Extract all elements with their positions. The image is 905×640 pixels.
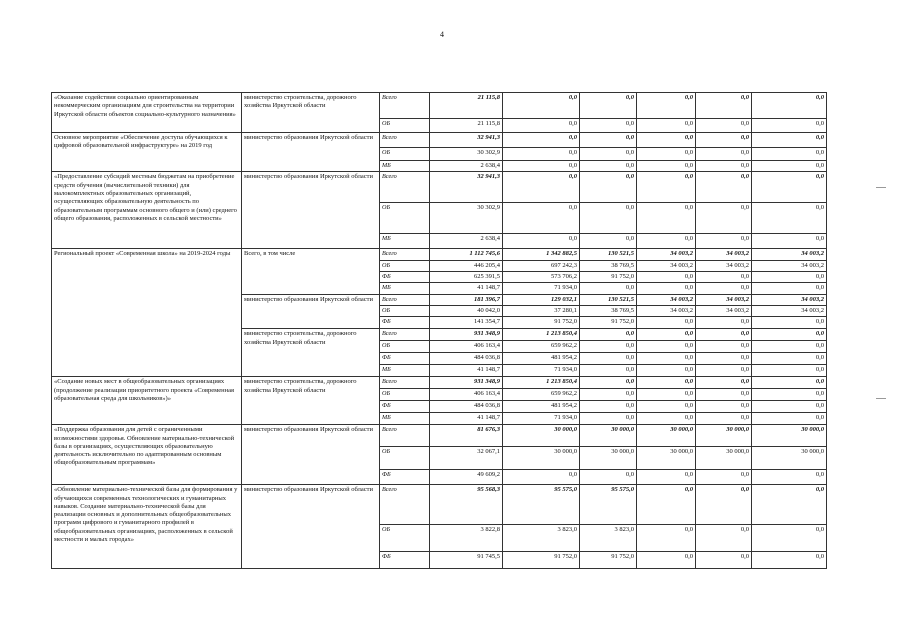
executor-name: министерство строительства, дорожного хозяйства Иркутской области: [242, 377, 380, 425]
funding-source: Всего: [380, 93, 430, 119]
amount-cell: 1 112 745,6: [430, 249, 503, 260]
amount-cell: 41 148,7: [430, 283, 503, 294]
margin-mark: [876, 187, 886, 188]
amount-cell: 40 042,0: [430, 305, 503, 316]
amount-cell: 0,0: [637, 485, 696, 525]
funding-source: ФБ: [380, 401, 430, 413]
amount-cell: 0,0: [580, 133, 637, 148]
page-number: 4: [440, 30, 444, 39]
amount-cell: 30 000,0: [752, 447, 827, 470]
amount-cell: 0,0: [752, 148, 827, 161]
amount-cell: 481 954,2: [503, 353, 580, 365]
funding-source: ОБ: [380, 447, 430, 470]
amount-cell: 34 003,2: [696, 305, 752, 316]
amount-cell: 181 396,7: [430, 294, 503, 305]
table-row: [52, 133, 827, 148]
amount-cell: 91 752,0: [580, 271, 637, 282]
amount-cell: 0,0: [696, 93, 752, 119]
executor-name: министерство образования Иркутской области: [242, 425, 380, 485]
amount-cell: 0,0: [637, 470, 696, 485]
amount-cell: 0,0: [696, 271, 752, 282]
amount-cell: 0,0: [580, 377, 637, 389]
amount-cell: 91 752,0: [503, 317, 580, 329]
amount-cell: 0,0: [580, 172, 637, 203]
amount-cell: 0,0: [752, 161, 827, 172]
funding-source: ОБ: [380, 119, 430, 133]
amount-cell: 49 609,2: [430, 470, 503, 485]
amount-cell: 0,0: [637, 401, 696, 413]
amount-cell: 573 706,2: [503, 271, 580, 282]
amount-cell: 0,0: [503, 93, 580, 119]
funding-source: ФБ: [380, 470, 430, 485]
amount-cell: 91 752,0: [503, 552, 580, 569]
funding-source: ФБ: [380, 353, 430, 365]
amount-cell: 0,0: [637, 172, 696, 203]
activity-description: «Обновление материально-технической базы для формирования у обучающихся современных технологических и гуманитарных навыков. Создание материально-технической базы для реализации основных и дополнительных общеобразовательных программ цифрового и гуманитарного профилей в общеобразовательных организациях, расположенных в сельской местности и малых городах»: [52, 485, 242, 569]
amount-cell: 0,0: [752, 271, 827, 282]
amount-cell: 91 752,0: [580, 552, 637, 569]
amount-cell: 37 280,1: [503, 305, 580, 316]
amount-cell: 95 575,0: [580, 485, 637, 525]
amount-cell: 0,0: [752, 470, 827, 485]
amount-cell: 406 163,4: [430, 389, 503, 401]
amount-cell: 0,0: [580, 148, 637, 161]
amount-cell: 34 003,2: [637, 249, 696, 260]
funding-source: ОБ: [380, 148, 430, 161]
activity-description: Основное мероприятие «Обеспечение доступа обучающихся к цифровой образовательной инфраструктуре» на 2019 год: [52, 133, 242, 172]
amount-cell: 481 954,2: [503, 401, 580, 413]
amount-cell: 0,0: [580, 353, 637, 365]
amount-cell: 659 962,2: [503, 389, 580, 401]
amount-cell: 0,0: [580, 283, 637, 294]
amount-cell: 0,0: [637, 353, 696, 365]
table-row: [52, 377, 827, 389]
funding-source: ФБ: [380, 271, 430, 282]
amount-cell: 21 115,8: [430, 119, 503, 133]
amount-cell: 95 568,3: [430, 485, 503, 525]
amount-cell: 0,0: [752, 93, 827, 119]
funding-source: МБ: [380, 234, 430, 249]
amount-cell: 81 676,3: [430, 425, 503, 447]
amount-cell: 0,0: [696, 317, 752, 329]
amount-cell: 0,0: [580, 341, 637, 353]
amount-cell: 34 003,2: [696, 249, 752, 260]
amount-cell: 0,0: [637, 365, 696, 377]
amount-cell: 931 348,9: [430, 329, 503, 341]
executor-name: министерство образования Иркутской области: [242, 172, 380, 249]
amount-cell: 71 934,0: [503, 365, 580, 377]
amount-cell: 0,0: [503, 119, 580, 133]
amount-cell: 0,0: [752, 341, 827, 353]
funding-source: Всего: [380, 425, 430, 447]
amount-cell: 625 391,5: [430, 271, 503, 282]
funding-source: МБ: [380, 365, 430, 377]
funding-source: МБ: [380, 161, 430, 172]
amount-cell: 0,0: [580, 401, 637, 413]
amount-cell: 0,0: [696, 203, 752, 234]
amount-cell: 0,0: [752, 485, 827, 525]
amount-cell: 3 823,0: [503, 525, 580, 552]
amount-cell: 0,0: [696, 413, 752, 425]
amount-cell: 0,0: [752, 353, 827, 365]
amount-cell: 0,0: [696, 329, 752, 341]
amount-cell: 0,0: [752, 203, 827, 234]
amount-cell: 34 003,2: [752, 305, 827, 316]
amount-cell: 0,0: [752, 172, 827, 203]
amount-cell: 34 003,2: [637, 305, 696, 316]
amount-cell: 129 032,1: [503, 294, 580, 305]
funding-source: ОБ: [380, 389, 430, 401]
amount-cell: 21 115,8: [430, 93, 503, 119]
amount-cell: 0,0: [752, 119, 827, 133]
amount-cell: 446 205,4: [430, 260, 503, 271]
funding-source: ОБ: [380, 203, 430, 234]
funding-source: Всего: [380, 133, 430, 148]
amount-cell: 0,0: [580, 470, 637, 485]
funding-source: ОБ: [380, 260, 430, 271]
amount-cell: 30 000,0: [752, 425, 827, 447]
amount-cell: 30 000,0: [696, 425, 752, 447]
amount-cell: 30 000,0: [637, 425, 696, 447]
amount-cell: 0,0: [752, 317, 827, 329]
amount-cell: 32 067,1: [430, 447, 503, 470]
amount-cell: 406 163,4: [430, 341, 503, 353]
amount-cell: 1 213 850,4: [503, 329, 580, 341]
amount-cell: 41 148,7: [430, 365, 503, 377]
amount-cell: 30 000,0: [503, 425, 580, 447]
amount-cell: 697 242,3: [503, 260, 580, 271]
amount-cell: 1 213 850,4: [503, 377, 580, 389]
funding-source: Всего: [380, 172, 430, 203]
funding-source: Всего: [380, 377, 430, 389]
amount-cell: 2 638,4: [430, 234, 503, 249]
amount-cell: 0,0: [696, 119, 752, 133]
amount-cell: 0,0: [696, 365, 752, 377]
amount-cell: 0,0: [503, 133, 580, 148]
amount-cell: 0,0: [696, 161, 752, 172]
amount-cell: 71 934,0: [503, 413, 580, 425]
amount-cell: 130 521,5: [580, 294, 637, 305]
amount-cell: 0,0: [503, 148, 580, 161]
activity-description: «Создание новых мест в общеобразовательных организациях (продолжение реализации приоритетного проекта «Современная образовательная среда для школьников»)»: [52, 377, 242, 425]
budget-table: [51, 92, 827, 569]
executor-name: Всего, в том числе: [242, 249, 380, 294]
amount-cell: 0,0: [637, 271, 696, 282]
amount-cell: 0,0: [752, 552, 827, 569]
amount-cell: 0,0: [637, 317, 696, 329]
amount-cell: 0,0: [696, 389, 752, 401]
funding-source: ОБ: [380, 341, 430, 353]
amount-cell: 34 003,2: [696, 260, 752, 271]
amount-cell: 0,0: [696, 485, 752, 525]
amount-cell: 0,0: [580, 119, 637, 133]
amount-cell: 0,0: [503, 470, 580, 485]
amount-cell: 0,0: [503, 172, 580, 203]
amount-cell: 0,0: [637, 148, 696, 161]
amount-cell: 0,0: [696, 172, 752, 203]
funding-source: МБ: [380, 283, 430, 294]
amount-cell: 91 752,0: [580, 317, 637, 329]
amount-cell: 34 003,2: [696, 294, 752, 305]
amount-cell: 0,0: [696, 234, 752, 249]
amount-cell: 0,0: [637, 552, 696, 569]
amount-cell: 0,0: [696, 148, 752, 161]
table-row: [52, 93, 827, 119]
amount-cell: 30 302,9: [430, 203, 503, 234]
amount-cell: 130 521,5: [580, 249, 637, 260]
amount-cell: 41 148,7: [430, 413, 503, 425]
amount-cell: 0,0: [637, 525, 696, 552]
amount-cell: 0,0: [637, 341, 696, 353]
executor-name: министерство строительства, дорожного хозяйства Иркутской области: [242, 329, 380, 377]
amount-cell: 0,0: [637, 161, 696, 172]
amount-cell: 0,0: [503, 161, 580, 172]
amount-cell: 0,0: [503, 234, 580, 249]
funding-source: Всего: [380, 485, 430, 525]
activity-description: «Оказание содействия социально ориентированным некоммерческим организациям для строительства на территории Иркутской области объектов социально-культурного назначения»: [52, 93, 242, 133]
amount-cell: 0,0: [580, 161, 637, 172]
executor-name: министерство образования Иркутской области: [242, 294, 380, 329]
amount-cell: 34 003,2: [637, 260, 696, 271]
activity-description: «Поддержка образования для детей с ограниченными возможностями здоровья. Обновление материально-технической базы в организациях, осуществляющих образовательную деятельность исключительно по адаптированным основным общеобразовательным программам»: [52, 425, 242, 485]
amount-cell: 0,0: [637, 377, 696, 389]
amount-cell: 95 575,0: [503, 485, 580, 525]
table-row: [52, 425, 827, 447]
amount-cell: 659 962,2: [503, 341, 580, 353]
amount-cell: 38 769,5: [580, 260, 637, 271]
amount-cell: 0,0: [752, 283, 827, 294]
funding-source: ФБ: [380, 552, 430, 569]
funding-source: Всего: [380, 294, 430, 305]
amount-cell: 0,0: [580, 365, 637, 377]
amount-cell: 0,0: [752, 525, 827, 552]
amount-cell: 0,0: [752, 413, 827, 425]
amount-cell: 30 000,0: [637, 447, 696, 470]
amount-cell: 0,0: [503, 203, 580, 234]
activity-description: Региональный проект «Современная школа» на 2019-2024 годы: [52, 249, 242, 377]
executor-name: министерство образования Иркутской области: [242, 133, 380, 172]
amount-cell: 0,0: [696, 341, 752, 353]
amount-cell: 1 342 882,5: [503, 249, 580, 260]
amount-cell: 0,0: [752, 401, 827, 413]
amount-cell: 484 036,8: [430, 353, 503, 365]
amount-cell: 141 354,7: [430, 317, 503, 329]
amount-cell: 0,0: [637, 389, 696, 401]
amount-cell: 0,0: [696, 377, 752, 389]
amount-cell: 0,0: [752, 329, 827, 341]
table-row: [52, 249, 827, 260]
amount-cell: 0,0: [696, 525, 752, 552]
table-row: [52, 485, 827, 525]
amount-cell: 0,0: [637, 329, 696, 341]
amount-cell: 34 003,2: [637, 294, 696, 305]
amount-cell: 34 003,2: [752, 294, 827, 305]
amount-cell: 0,0: [696, 353, 752, 365]
amount-cell: 0,0: [696, 133, 752, 148]
amount-cell: 0,0: [696, 401, 752, 413]
executor-name: министерство образования Иркутской области: [242, 485, 380, 569]
amount-cell: 0,0: [637, 133, 696, 148]
amount-cell: 3 823,0: [580, 525, 637, 552]
amount-cell: 30 000,0: [503, 447, 580, 470]
amount-cell: 30 302,9: [430, 148, 503, 161]
amount-cell: 0,0: [580, 93, 637, 119]
amount-cell: 34 003,2: [752, 260, 827, 271]
funding-source: Всего: [380, 249, 430, 260]
amount-cell: 0,0: [752, 234, 827, 249]
amount-cell: 3 822,8: [430, 525, 503, 552]
amount-cell: 32 941,3: [430, 172, 503, 203]
amount-cell: 30 000,0: [696, 447, 752, 470]
amount-cell: 484 036,8: [430, 401, 503, 413]
amount-cell: 0,0: [637, 234, 696, 249]
amount-cell: 0,0: [637, 283, 696, 294]
funding-source: ОБ: [380, 525, 430, 552]
amount-cell: 0,0: [637, 203, 696, 234]
amount-cell: 931 348,9: [430, 377, 503, 389]
amount-cell: 0,0: [752, 365, 827, 377]
amount-cell: 0,0: [752, 389, 827, 401]
funding-source: ОБ: [380, 305, 430, 316]
executor-name: министерство строительства, дорожного хозяйства Иркутской области: [242, 93, 380, 133]
amount-cell: 0,0: [580, 203, 637, 234]
amount-cell: 32 941,3: [430, 133, 503, 148]
amount-cell: 0,0: [696, 283, 752, 294]
amount-cell: 0,0: [752, 377, 827, 389]
funding-source: ФБ: [380, 317, 430, 329]
amount-cell: 2 638,4: [430, 161, 503, 172]
amount-cell: 71 934,0: [503, 283, 580, 294]
amount-cell: 0,0: [580, 329, 637, 341]
amount-cell: 0,0: [580, 413, 637, 425]
amount-cell: 34 003,2: [752, 249, 827, 260]
funding-source: МБ: [380, 413, 430, 425]
table-row: [52, 172, 827, 203]
amount-cell: 0,0: [580, 389, 637, 401]
amount-cell: 0,0: [637, 413, 696, 425]
activity-description: «Предоставление субсидий местным бюджетам на приобретение средств обучения (вычислительной техники) для малокомплектных образовательных организаций, осуществляющих образовательную деятельность по образовательным программам основного общего и (или) среднего общего образования, расположенных в сельской местности»: [52, 172, 242, 249]
amount-cell: 0,0: [637, 93, 696, 119]
amount-cell: 91 745,5: [430, 552, 503, 569]
amount-cell: 30 000,0: [580, 447, 637, 470]
margin-mark: [876, 398, 886, 399]
amount-cell: 38 769,5: [580, 305, 637, 316]
amount-cell: 0,0: [580, 234, 637, 249]
amount-cell: 0,0: [696, 552, 752, 569]
amount-cell: 0,0: [696, 470, 752, 485]
amount-cell: 0,0: [637, 119, 696, 133]
amount-cell: 30 000,0: [580, 425, 637, 447]
amount-cell: 0,0: [752, 133, 827, 148]
funding-source: Всего: [380, 329, 430, 341]
